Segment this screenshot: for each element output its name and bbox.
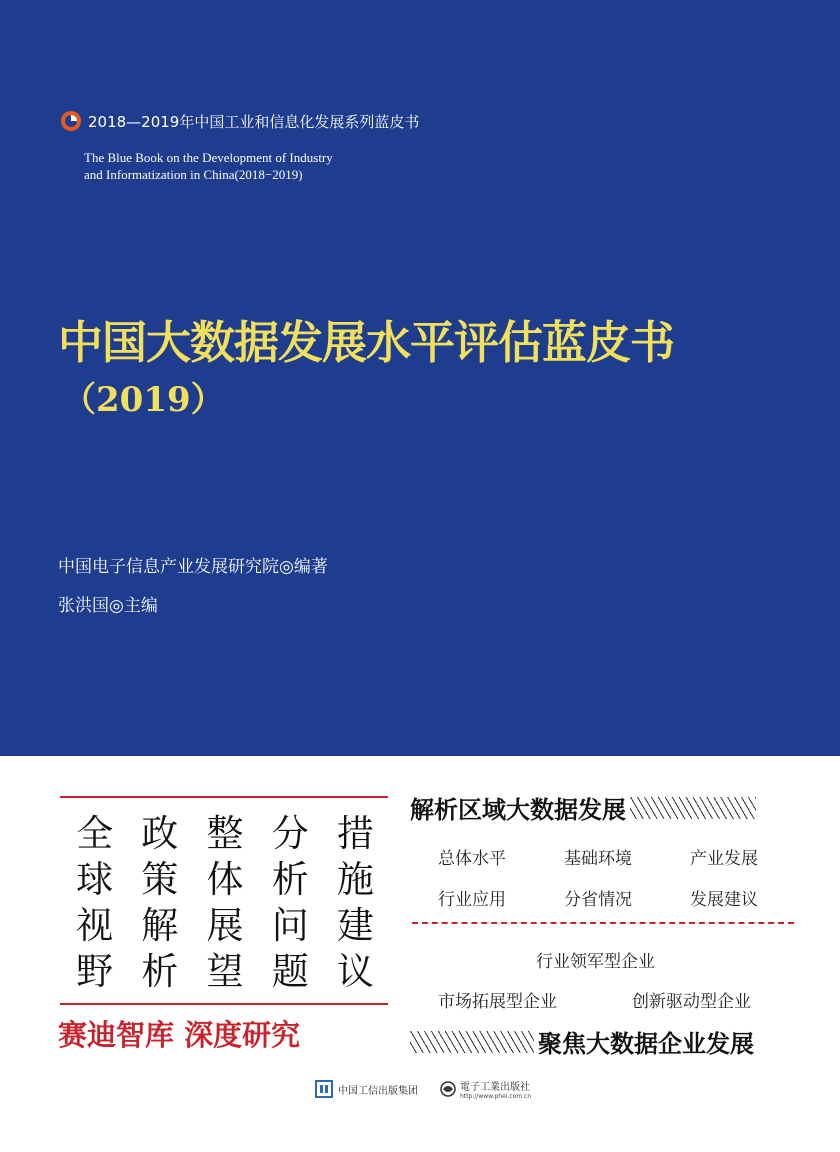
section1-item: 分省情况 <box>564 890 632 910</box>
grid-char: 整 <box>206 812 244 855</box>
grid-char: 视 <box>76 904 114 947</box>
red-divider-bottom <box>60 1003 388 1005</box>
grid-char: 望 <box>206 950 244 993</box>
grid-char: 解 <box>141 904 179 947</box>
dashed-divider <box>412 922 794 924</box>
grid-char: 议 <box>336 950 374 993</box>
series-label: 2018—2019年中国工业和信息化发展系列蓝皮书 <box>88 112 420 131</box>
section1-item: 行业应用 <box>438 890 506 910</box>
grid-char: 析 <box>141 950 179 993</box>
slogan: 赛迪智库 深度研究 <box>58 1018 301 1052</box>
hatch-decoration <box>410 1031 534 1053</box>
grid-char: 展 <box>206 904 244 947</box>
series-logo-icon <box>60 110 82 132</box>
grid-char: 析 <box>271 858 309 901</box>
grid-char: 措 <box>336 812 374 855</box>
section2-item: 行业领军型企业 <box>536 952 655 972</box>
section1-item: 基础环境 <box>564 849 632 869</box>
grid-char: 分 <box>271 812 309 855</box>
section1-title-text: 解析区域大数据发展 <box>410 796 626 824</box>
phei-logo <box>440 1078 531 1100</box>
section1-item: 发展建议 <box>690 890 758 910</box>
section1-item: 总体水平 <box>438 849 506 869</box>
grid-char: 体 <box>206 858 244 901</box>
grid-char: 策 <box>141 858 179 901</box>
publisher-logo-icon <box>315 1080 333 1098</box>
grid-char: 问 <box>271 904 309 947</box>
section2-item: 市场拓展型企业 <box>438 992 557 1012</box>
publisher-group <box>315 1080 418 1098</box>
section1-title <box>410 790 756 825</box>
hatch-decoration <box>630 797 756 819</box>
section2-title-text: 聚焦大数据企业发展 <box>538 1030 754 1058</box>
book-year: （2019） <box>62 380 225 420</box>
grid-char: 政 <box>141 812 179 855</box>
red-divider-top <box>60 796 388 798</box>
section2-title <box>410 1024 754 1059</box>
phei-url: http://www.phei.com.cn <box>460 1093 532 1100</box>
grid-char: 球 <box>76 858 114 901</box>
grid-char: 建 <box>336 904 374 947</box>
series-header <box>60 110 419 132</box>
publisher-name: 中国工信出版集团 <box>338 1085 418 1097</box>
series-english <box>84 149 333 183</box>
chief-editor: 张洪国◎主编 <box>58 596 158 616</box>
section2-item: 创新驱动型企业 <box>632 992 751 1012</box>
grid-char: 野 <box>76 950 114 993</box>
phei-logo-icon <box>440 1081 456 1097</box>
grid-char: 施 <box>336 858 374 901</box>
author-org: 中国电子信息产业发展研究院◎编著 <box>58 557 328 577</box>
highlights-grid <box>62 812 388 994</box>
phei-name: 電子工業出版社 <box>460 1082 530 1093</box>
series-english-line-1: The Blue Book on the Development of Industry <box>84 150 333 165</box>
book-title: 中国大数据发展水平评估蓝皮书 <box>58 316 675 369</box>
grid-char: 题 <box>271 950 309 993</box>
section1-item: 产业发展 <box>690 849 758 869</box>
grid-char: 全 <box>76 812 114 855</box>
series-english-line-2: and Informatization in China(2018−2019) <box>84 167 303 182</box>
